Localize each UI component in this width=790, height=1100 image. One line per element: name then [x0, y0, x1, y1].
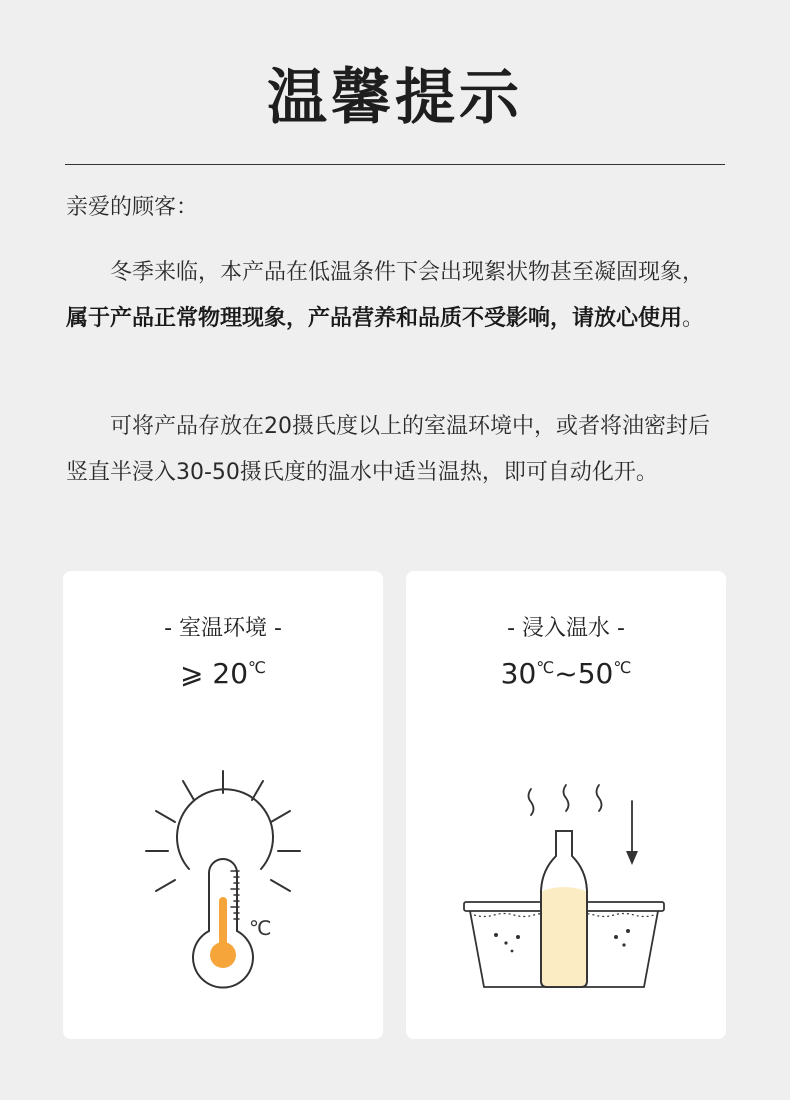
warm-water-label: - 浸入温水 - [507, 616, 625, 641]
celsius-unit: ℃ [248, 658, 266, 677]
celsius-unit-high: ℃ [613, 658, 632, 677]
thermometer-unit: ℃ [249, 916, 272, 940]
room-temperature-card [63, 571, 383, 1039]
sun-thermometer-icon [63, 571, 383, 1039]
notice-emphasis: 属于产品正常物理现象，产品营养和品质不受影响，请放心使用 [66, 306, 683, 331]
bottle-in-water-icon [406, 571, 726, 1039]
title-divider [65, 164, 725, 165]
warm-water-low: 30 [500, 657, 537, 690]
room-temperature-number: ⩾ 20 [180, 657, 249, 690]
celsius-unit-low: ℃ [536, 658, 555, 677]
page-title: 温馨提示 [267, 63, 523, 133]
notice-paragraph-1 [66, 250, 726, 342]
warm-water-card [406, 571, 726, 1039]
warm-water-high: ~50 [554, 657, 614, 690]
notice-paragraph-2: 可将产品存放在20摄氏度以上的室温环境中，或者将油密封后竖直半浸入30-50摄氏度的温水中适当温热，即可自动化开。 [66, 414, 710, 485]
notice-text: 冬季来临，本产品在低温条件下会出现絮状物甚至凝固现象， [110, 260, 705, 285]
notice-text-end: 。 [682, 306, 705, 331]
room-temperature-label: - 室温环境 - [164, 616, 282, 641]
greeting: 亲爱的顾客： [66, 195, 199, 220]
